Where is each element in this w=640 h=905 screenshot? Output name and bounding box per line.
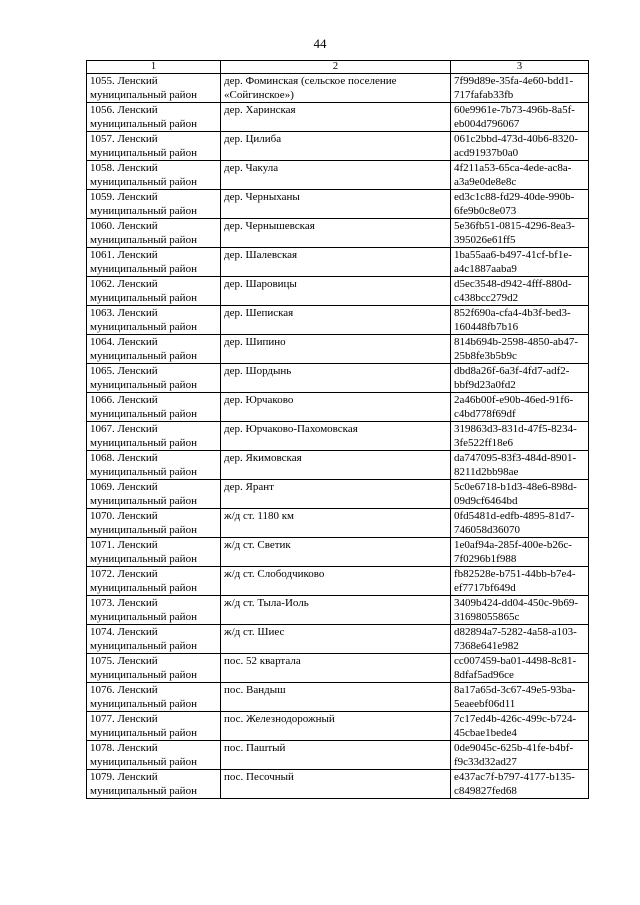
identifier-part-1: d5ec3548-d942-4fff-880d- bbox=[454, 278, 572, 290]
identifier-part-2: 6fe9b0c8e073 bbox=[454, 205, 517, 217]
settlements-table bbox=[86, 60, 589, 799]
settlement-name: пос. Железнодорожный bbox=[224, 713, 335, 725]
identifier-cell bbox=[451, 219, 589, 248]
settlement-name: дер. Юрчаково-Пахомовская bbox=[224, 423, 358, 435]
identifier-part-2: 7f0296b1f988 bbox=[454, 553, 517, 565]
row-number-label: 1055. Ленский bbox=[90, 75, 158, 87]
identifier-part-2: 31698055865c bbox=[454, 611, 520, 623]
row-number-label: 1056. Ленский bbox=[90, 104, 158, 116]
identifier-cell bbox=[451, 625, 589, 654]
identifier-part-2: c438bcc279d2 bbox=[454, 292, 519, 304]
settlement-name: дер. Якимовская bbox=[224, 452, 302, 464]
identifier-part-1: e437ac7f-b797-4177-b135- bbox=[454, 771, 575, 783]
region-cell bbox=[87, 364, 221, 393]
settlement-cell bbox=[221, 654, 451, 683]
row-number-label: 1064. Ленский bbox=[90, 336, 158, 348]
identifier-part-1: 4f211a53-65ca-4ede-ac8a- bbox=[454, 162, 572, 174]
settlement-cell bbox=[221, 741, 451, 770]
region-cell bbox=[87, 770, 221, 799]
identifier-part-1: ed3c1c88-fd29-40de-990b- bbox=[454, 191, 575, 203]
row-number-label: 1069. Ленский bbox=[90, 481, 158, 493]
identifier-part-1: d82894a7-5282-4a58-a103- bbox=[454, 626, 577, 638]
settlement-name: пос. 52 квартала bbox=[224, 655, 301, 667]
district-label: муниципальный район bbox=[90, 118, 197, 130]
identifier-part-2: a4c1887aaba9 bbox=[454, 263, 517, 275]
row-number-label: 1075. Ленский bbox=[90, 655, 158, 667]
region-cell bbox=[87, 480, 221, 509]
table-row bbox=[87, 277, 589, 306]
settlement-name: дер. Чернышевская bbox=[224, 220, 315, 232]
row-number-label: 1077. Ленский bbox=[90, 713, 158, 725]
region-cell bbox=[87, 306, 221, 335]
settlement-cell bbox=[221, 161, 451, 190]
settlement-cell bbox=[221, 712, 451, 741]
table-row bbox=[87, 567, 589, 596]
row-number-label: 1059. Ленский bbox=[90, 191, 158, 203]
region-cell bbox=[87, 190, 221, 219]
identifier-cell bbox=[451, 567, 589, 596]
district-label: муниципальный район bbox=[90, 147, 197, 159]
settlement-cell bbox=[221, 770, 451, 799]
district-label: муниципальный район bbox=[90, 582, 197, 594]
district-label: муниципальный район bbox=[90, 495, 197, 507]
column-header-3: 3 bbox=[451, 61, 589, 74]
identifier-cell bbox=[451, 509, 589, 538]
settlement-cell bbox=[221, 364, 451, 393]
region-cell bbox=[87, 393, 221, 422]
identifier-part-2: c849827fed68 bbox=[454, 785, 517, 797]
table-row bbox=[87, 219, 589, 248]
settlement-name: дер. Черныханы bbox=[224, 191, 300, 203]
table-body bbox=[87, 74, 589, 799]
district-label: муниципальный район bbox=[90, 640, 197, 652]
region-cell bbox=[87, 625, 221, 654]
identifier-part-2: 3fe522ff18e6 bbox=[454, 437, 514, 449]
identifier-cell bbox=[451, 190, 589, 219]
row-number-label: 1061. Ленский bbox=[90, 249, 158, 261]
column-header-2: 2 bbox=[221, 61, 451, 74]
identifier-part-1: 5e36fb51-0815-4296-8ea3- bbox=[454, 220, 575, 232]
settlement-cell bbox=[221, 248, 451, 277]
settlement-name: дер. Чакула bbox=[224, 162, 279, 174]
identifier-part-2: eb004d796067 bbox=[454, 118, 520, 130]
region-cell bbox=[87, 654, 221, 683]
row-number-label: 1079. Ленский bbox=[90, 771, 158, 783]
identifier-part-2: 717fafab33fb bbox=[454, 89, 514, 101]
identifier-part-1: fb82528e-b751-44bb-b7e4- bbox=[454, 568, 576, 580]
column-header-1: 1 bbox=[87, 61, 221, 74]
row-number-label: 1063. Ленский bbox=[90, 307, 158, 319]
settlement-cell bbox=[221, 393, 451, 422]
district-label: муниципальный район bbox=[90, 524, 197, 536]
identifier-cell bbox=[451, 132, 589, 161]
table-header-row bbox=[87, 61, 589, 74]
table-row bbox=[87, 248, 589, 277]
region-cell bbox=[87, 335, 221, 364]
identifier-part-2: 746058d36070 bbox=[454, 524, 520, 536]
identifier-part-1: 061c2bbd-473d-40b6-8320- bbox=[454, 133, 579, 145]
identifier-part-2: 25b8fe3b5b9c bbox=[454, 350, 517, 362]
identifier-cell bbox=[451, 480, 589, 509]
identifier-cell bbox=[451, 451, 589, 480]
district-label: муниципальный район bbox=[90, 466, 197, 478]
district-label: муниципальный район bbox=[90, 292, 197, 304]
region-cell bbox=[87, 538, 221, 567]
identifier-part-2: acd91937b0a0 bbox=[454, 147, 519, 159]
page-number: 44 bbox=[313, 36, 327, 51]
district-label: муниципальный район bbox=[90, 263, 197, 275]
table-row bbox=[87, 190, 589, 219]
identifier-cell bbox=[451, 422, 589, 451]
identifier-part-1: cc007459-ba01-4498-8c81- bbox=[454, 655, 577, 667]
district-label: муниципальный район bbox=[90, 321, 197, 333]
settlement-name: дер. Шипино bbox=[224, 336, 286, 348]
region-cell bbox=[87, 219, 221, 248]
identifier-cell bbox=[451, 161, 589, 190]
identifier-cell bbox=[451, 306, 589, 335]
identifier-part-1: 0fd5481d-edfb-4895-81d7- bbox=[454, 510, 575, 522]
settlement-cell bbox=[221, 509, 451, 538]
district-label: муниципальный район bbox=[90, 437, 197, 449]
identifier-part-2: 45cbae1bede4 bbox=[454, 727, 517, 739]
row-number-label: 1072. Ленский bbox=[90, 568, 158, 580]
identifier-cell bbox=[451, 364, 589, 393]
region-cell bbox=[87, 74, 221, 103]
table-row bbox=[87, 509, 589, 538]
district-label: муниципальный район bbox=[90, 727, 197, 739]
row-number-label: 1067. Ленский bbox=[90, 423, 158, 435]
settlement-cell bbox=[221, 335, 451, 364]
settlement-name: дер. Фоминская (сельское поселение «Сойгинское») bbox=[224, 75, 397, 101]
district-label: муниципальный район bbox=[90, 408, 197, 420]
district-label: муниципальный район bbox=[90, 698, 197, 710]
settlement-name: дер. Харинская bbox=[224, 104, 296, 116]
region-cell bbox=[87, 596, 221, 625]
settlement-cell bbox=[221, 422, 451, 451]
identifier-cell bbox=[451, 538, 589, 567]
settlement-name: дер. Цилиба bbox=[224, 133, 282, 145]
identifier-part-1: 3409b424-dd04-450c-9b69- bbox=[454, 597, 579, 609]
identifier-part-1: 1e0af94a-285f-400e-b26c- bbox=[454, 539, 572, 551]
row-number-label: 1074. Ленский bbox=[90, 626, 158, 638]
identifier-part-2: f9c33d32ad27 bbox=[454, 756, 517, 768]
identifier-part-1: 2a46b00f-e90b-46ed-91f6- bbox=[454, 394, 574, 406]
identifier-part-1: 814b694b-2598-4850-ab47- bbox=[454, 336, 579, 348]
settlement-name: дер. Юрчаково bbox=[224, 394, 294, 406]
district-label: муниципальный район bbox=[90, 756, 197, 768]
settlement-name: пос. Песочный bbox=[224, 771, 294, 783]
settlement-name: дер. Шаровицы bbox=[224, 278, 297, 290]
identifier-cell bbox=[451, 103, 589, 132]
identifier-cell bbox=[451, 741, 589, 770]
row-number-label: 1058. Ленский bbox=[90, 162, 158, 174]
identifier-part-2: ef7717bf649d bbox=[454, 582, 516, 594]
region-cell bbox=[87, 103, 221, 132]
settlement-cell bbox=[221, 538, 451, 567]
settlement-name: дер. Ярант bbox=[224, 481, 274, 493]
region-cell bbox=[87, 132, 221, 161]
row-number-label: 1071. Ленский bbox=[90, 539, 158, 551]
settlement-cell bbox=[221, 74, 451, 103]
identifier-part-2: 09d9cf6464bd bbox=[454, 495, 518, 507]
settlement-cell bbox=[221, 103, 451, 132]
identifier-cell bbox=[451, 654, 589, 683]
identifier-part-1: 1ba55aa6-b497-41cf-bf1e- bbox=[454, 249, 572, 261]
identifier-part-2: 8dfaf5ad96ce bbox=[454, 669, 514, 681]
row-number-label: 1068. Ленский bbox=[90, 452, 158, 464]
table-row bbox=[87, 74, 589, 103]
region-cell bbox=[87, 422, 221, 451]
identifier-cell bbox=[451, 335, 589, 364]
identifier-part-2: 8211d2bb98ae bbox=[454, 466, 519, 478]
table-row bbox=[87, 770, 589, 799]
row-number-label: 1070. Ленский bbox=[90, 510, 158, 522]
identifier-part-1: 852f690a-cfa4-4b3f-bed3- bbox=[454, 307, 571, 319]
district-label: муниципальный район bbox=[90, 611, 197, 623]
identifier-part-2: 5eaeebf06d11 bbox=[454, 698, 516, 710]
table-row bbox=[87, 451, 589, 480]
table-row bbox=[87, 393, 589, 422]
row-number-label: 1078. Ленский bbox=[90, 742, 158, 754]
settlement-cell bbox=[221, 190, 451, 219]
row-number-label: 1062. Ленский bbox=[90, 278, 158, 290]
table-row bbox=[87, 480, 589, 509]
settlement-name: ж/д ст. Шиес bbox=[224, 626, 285, 638]
region-cell bbox=[87, 567, 221, 596]
identifier-cell bbox=[451, 683, 589, 712]
district-label: муниципальный район bbox=[90, 89, 197, 101]
region-cell bbox=[87, 509, 221, 538]
settlement-cell bbox=[221, 132, 451, 161]
row-number-label: 1076. Ленский bbox=[90, 684, 158, 696]
region-cell bbox=[87, 161, 221, 190]
table-row bbox=[87, 596, 589, 625]
identifier-cell bbox=[451, 277, 589, 306]
identifier-part-1: dbd8a26f-6a3f-4fd7-adf2- bbox=[454, 365, 570, 377]
table-row bbox=[87, 654, 589, 683]
settlement-name: пос. Вандыш bbox=[224, 684, 286, 696]
settlement-name: пос. Паштый bbox=[224, 742, 286, 754]
identifier-cell bbox=[451, 596, 589, 625]
settlement-name: ж/д ст. Слободчиково bbox=[224, 568, 325, 580]
identifier-cell bbox=[451, 393, 589, 422]
identifier-cell bbox=[451, 770, 589, 799]
region-cell bbox=[87, 712, 221, 741]
identifier-cell bbox=[451, 248, 589, 277]
settlement-cell bbox=[221, 306, 451, 335]
settlement-cell bbox=[221, 277, 451, 306]
table-row bbox=[87, 538, 589, 567]
row-number-label: 1066. Ленский bbox=[90, 394, 158, 406]
district-label: муниципальный район bbox=[90, 234, 197, 246]
identifier-part-1: 319863d3-831d-47f5-8234- bbox=[454, 423, 577, 435]
settlement-name: дер. Шордынь bbox=[224, 365, 292, 377]
table-row bbox=[87, 335, 589, 364]
identifier-part-2: 395026e61ff5 bbox=[454, 234, 516, 246]
table-row bbox=[87, 132, 589, 161]
row-number-label: 1060. Ленский bbox=[90, 220, 158, 232]
district-label: муниципальный район bbox=[90, 379, 197, 391]
settlement-cell bbox=[221, 567, 451, 596]
identifier-part-1: 7c17ed4b-426c-499c-b724- bbox=[454, 713, 577, 725]
table-row bbox=[87, 161, 589, 190]
row-number-label: 1057. Ленский bbox=[90, 133, 158, 145]
region-cell bbox=[87, 451, 221, 480]
table-row bbox=[87, 306, 589, 335]
table-row bbox=[87, 422, 589, 451]
region-cell bbox=[87, 741, 221, 770]
identifier-part-1: 5c0e6718-b1d3-48e6-898d- bbox=[454, 481, 577, 493]
identifier-part-1: 0de9045c-625b-41fe-b4bf- bbox=[454, 742, 574, 754]
district-label: муниципальный район bbox=[90, 669, 197, 681]
identifier-part-2: bbf9d23a0fd2 bbox=[454, 379, 516, 391]
settlement-name: ж/д ст. 1180 км bbox=[224, 510, 295, 522]
district-label: муниципальный район bbox=[90, 205, 197, 217]
identifier-cell bbox=[451, 712, 589, 741]
table-row bbox=[87, 364, 589, 393]
district-label: муниципальный район bbox=[90, 350, 197, 362]
district-label: муниципальный район bbox=[90, 785, 197, 797]
row-number-label: 1065. Ленский bbox=[90, 365, 158, 377]
region-cell bbox=[87, 248, 221, 277]
district-label: муниципальный район bbox=[90, 553, 197, 565]
settlement-cell bbox=[221, 480, 451, 509]
identifier-part-1: 60e9961e-7b73-496b-8a5f- bbox=[454, 104, 575, 116]
settlement-cell bbox=[221, 219, 451, 248]
region-cell bbox=[87, 683, 221, 712]
identifier-part-2: a3a9e0de8e8c bbox=[454, 176, 517, 188]
identifier-part-1: 7f99d89e-35fa-4e60-bdd1- bbox=[454, 75, 574, 87]
table-row bbox=[87, 741, 589, 770]
district-label: муниципальный район bbox=[90, 176, 197, 188]
settlement-name: ж/д ст. Тыла-Иоль bbox=[224, 597, 309, 609]
identifier-part-2: 160448fb7b16 bbox=[454, 321, 519, 333]
settlement-cell bbox=[221, 683, 451, 712]
identifier-part-1: 8a17a65d-3c67-49e5-93ba- bbox=[454, 684, 576, 696]
settlement-cell bbox=[221, 596, 451, 625]
region-cell bbox=[87, 277, 221, 306]
table-row bbox=[87, 712, 589, 741]
settlement-cell bbox=[221, 625, 451, 654]
settlement-name: дер. Шалевская bbox=[224, 249, 298, 261]
identifier-cell bbox=[451, 74, 589, 103]
row-number-label: 1073. Ленский bbox=[90, 597, 158, 609]
settlement-name: ж/д ст. Светик bbox=[224, 539, 291, 551]
settlement-name: дер. Шепиская bbox=[224, 307, 294, 319]
table-row bbox=[87, 625, 589, 654]
settlement-cell bbox=[221, 451, 451, 480]
table-row bbox=[87, 103, 589, 132]
identifier-part-2: 7368e641e982 bbox=[454, 640, 519, 652]
identifier-part-1: da747095-83f3-484d-8901- bbox=[454, 452, 577, 464]
table-row bbox=[87, 683, 589, 712]
identifier-part-2: c4bd778f69df bbox=[454, 408, 516, 420]
